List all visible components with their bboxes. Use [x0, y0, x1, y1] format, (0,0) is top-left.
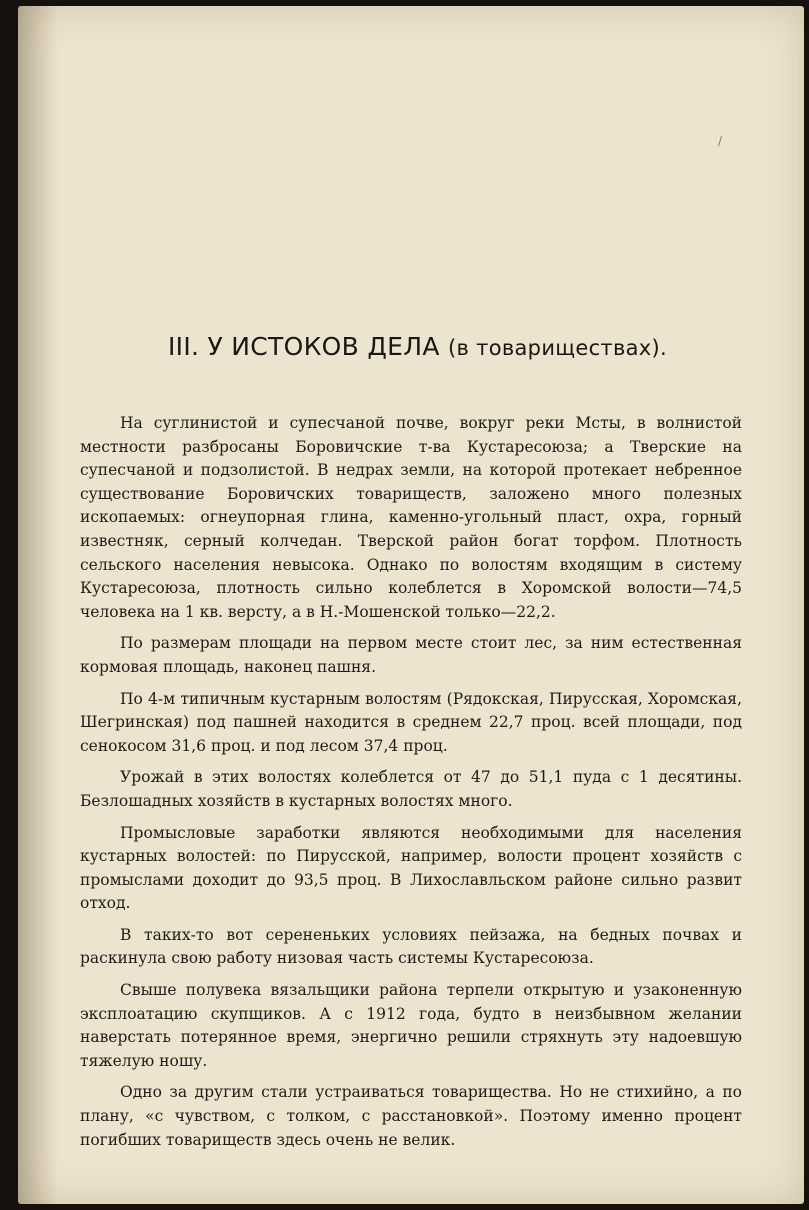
paragraph: По 4‑м типичным кустарным волостям (Рядокская, Пирусская, Хоромская, Шегринская) под пашней находится в среднем 22,7 проц. всей площади, под сенокосом 31,6 проц. и под лесом 37,4 проц. — [80, 689, 742, 755]
paragraph: На суглинистой и супесчаной почве, вокруг реки Мсты, в волнистой местности разбросаны Боровичские т‑ва Кустаресоюза; а Тверские на супесчаной и подзолистой. В недрах земли, на которой протекает небренное существование Боровичских товариществ, заложено много полезных ископаемых: огнеупорная глина, каменно‑угольный пласт, охра, горный известняк, серный колчедан. Тверской район богат торфом. Плотность сельского населения невысока. Однако по волостям входящим в систему Кустаресоюза, плотность сильно колеблется в Хоромской волости—74,5 человека на 1 кв. версту, а в Н.‑Мошенской только—22,2. — [80, 414, 742, 621]
scan-speck: / — [718, 134, 723, 148]
paragraph: Свыше полувека вязальщики района терпели открытую и узаконенную эксплоатацию скупщиков. А с 1912 года, будто в неизбывном желании наверстать потерянное время, энергично решили стряхнуть эту надоевшую тяжелую ношу. — [80, 981, 742, 1070]
paragraph: Урожай в этих волостях колеблется от 47 до 51,1 пуда с 1 десятины. Безлошадных хозяйств в кустарных волостях много. — [80, 768, 742, 810]
paragraph: В таких‑то вот серененьких условиях пейзажа, на бедных почвах и раскинула свою работу низовая часть системы Кустаресоюза. — [80, 925, 742, 968]
paragraph: Промысловые заработки являются необходимыми для населения кустарных волостей: по Пирусской, например, волости процент хозяйств с промыслами доходит до 93,5 проц. В Лихославльском районе сильно развит отход. — [80, 823, 742, 913]
chapter-heading-sub: (в товариществах). — [448, 336, 667, 360]
chapter-heading-main: III. У ИСТОКОВ ДЕЛА — [168, 332, 440, 361]
chapter-heading — [168, 332, 728, 361]
body-text — [80, 412, 742, 1160]
page-fold-shadow — [18, 6, 58, 1204]
paragraph: Одно за другим стали устраиваться товарищества. Но не стихийно, а по плану, «с чувством, с толком, с расстановкой». Поэтому именно процент погибших товариществ здесь очень не велик. — [80, 1083, 742, 1149]
document-page — [18, 6, 804, 1204]
paragraph: По размерам площади на первом месте стоит лес, за ним естественная кормовая площадь, наконец пашня. — [80, 634, 742, 676]
